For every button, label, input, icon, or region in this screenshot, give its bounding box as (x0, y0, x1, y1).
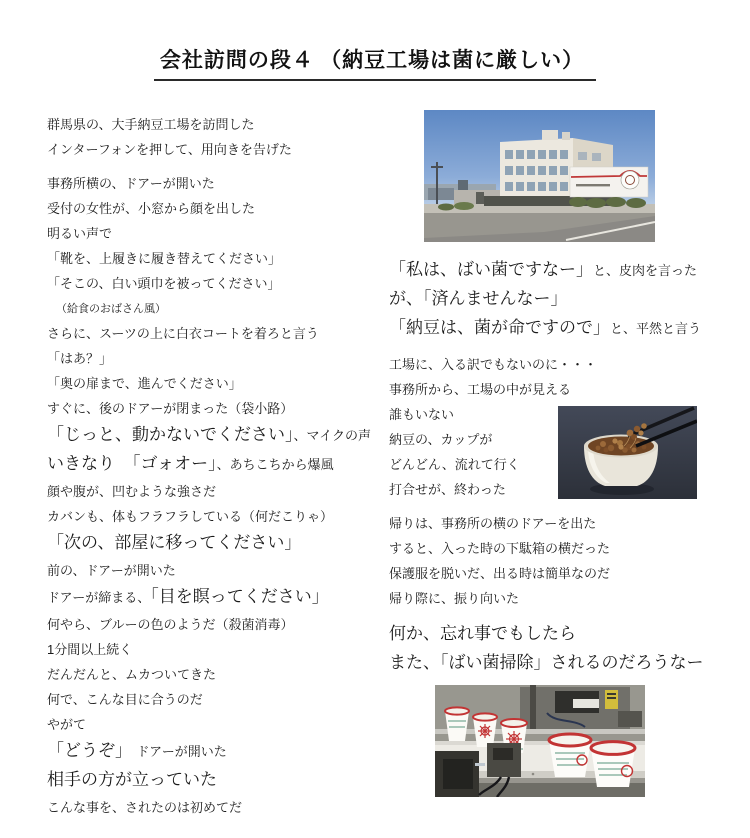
natto-bowl-photo (558, 406, 697, 499)
story-line (47, 529, 407, 558)
story-line (47, 321, 407, 346)
text-segment: ドアーが開いた (123, 744, 227, 759)
text-segment: と、皮肉を言った (593, 263, 698, 278)
text-segment: 事務所横の、ドアーが開いた (47, 176, 215, 191)
story-line (47, 504, 407, 529)
text-segment: インターフォンを押して、用向きを告げた (47, 142, 292, 157)
text-segment: 「私は、ばい菌ですなー」 (389, 260, 593, 279)
story-line (47, 737, 407, 766)
story-line (47, 346, 407, 371)
paragraph (389, 256, 750, 343)
story-line (47, 558, 407, 583)
story-line (389, 536, 750, 561)
text-segment: 帰り際に、振り向いた (389, 591, 520, 606)
text-segment: カバンも、体もフラフラしている（何だこりゃ） (47, 509, 334, 524)
story-line (389, 352, 750, 377)
text-segment: 「はあ？」 (47, 351, 113, 366)
story-line (47, 171, 407, 196)
text-segment: 「目を瞑ってください」 (150, 587, 329, 606)
story-line (47, 766, 407, 795)
text-segment: いきなり 「ゴォオー」 (47, 454, 217, 473)
story-line (47, 371, 407, 396)
story-line (47, 296, 407, 321)
story-line (47, 662, 407, 687)
story-line (47, 712, 407, 737)
text-segment: 「そこの、白い頭巾を被ってください」 (47, 276, 281, 291)
story-line (47, 221, 407, 246)
story-line (47, 583, 407, 612)
text-segment: すると、入った時の下駄箱の横だった (389, 541, 611, 556)
text-segment: 相手の方が立っていた (47, 770, 217, 789)
text-segment: 保護服を脱いだ、出る時は簡単なのだ (389, 566, 611, 581)
story-line (389, 256, 750, 285)
story-line (389, 314, 750, 343)
text-segment: 群馬県の、大手納豆工場を訪問した (47, 117, 255, 132)
text-segment: こんな事を、されたのは初めてだ (47, 800, 243, 815)
story-line (389, 285, 750, 314)
text-segment: 誰もいない (389, 407, 455, 422)
natto-bowl-illustration (558, 406, 697, 499)
story-line (47, 795, 407, 820)
story-line (47, 271, 407, 296)
story-line (389, 620, 750, 649)
text-segment: さらに、スーツの上に白衣コートを着ろと言う (47, 326, 319, 341)
story-line (47, 246, 407, 271)
page-title-wrap (0, 44, 750, 81)
text-segment: 「次の、部屋に移ってください」 (47, 533, 302, 552)
text-segment: 、マイクの声 (293, 428, 371, 443)
text-segment: 打合せが、終わった (389, 482, 506, 497)
factory-building-illustration (424, 110, 655, 242)
text-segment: すぐに、後のドアーが閉まった（袋小路） (47, 401, 294, 416)
story-line (47, 687, 407, 712)
text-segment: 事務所から、工場の中が見える (389, 382, 572, 397)
production-line-photo (435, 685, 645, 797)
text-segment: やがて (47, 717, 87, 732)
production-line-illustration (435, 685, 645, 797)
text-segment: （給食のおばさん風） (56, 303, 166, 315)
text-segment: 何か、忘れ事でもしたら (389, 624, 576, 643)
paragraph (389, 620, 750, 678)
text-segment: 何で、こんな目に合うのだ (47, 692, 203, 707)
text-segment: と、平然と言う (610, 321, 702, 336)
text-segment: 顔や腹が、凹むような強さだ (47, 484, 217, 499)
factory-building-photo (424, 110, 655, 242)
story-line (389, 649, 750, 678)
text-segment: どんどん、流れて行く (389, 457, 520, 472)
story-line (47, 421, 407, 450)
text-segment: 「靴を、上履きに履き替えてください」 (47, 251, 282, 266)
story-left-column (47, 112, 407, 820)
text-segment: だんだんと、ムカついてきた (47, 667, 217, 682)
text-segment: 「じっと、動かないでください」 (47, 425, 294, 444)
story-line (47, 396, 407, 421)
text-segment: 帰りは、事務所の横のドアーを出た (389, 516, 597, 531)
paragraph (47, 171, 407, 820)
story-line (47, 479, 407, 504)
story-line (389, 511, 750, 536)
text-segment: 1分間以上続く (47, 642, 133, 657)
text-segment: 「納豆は、菌が命ですので」 (389, 318, 610, 337)
story-line (47, 112, 407, 137)
story-line (389, 377, 750, 402)
text-segment: 、あちこちから爆風 (216, 457, 334, 472)
story-line (389, 586, 750, 611)
text-segment: 納豆の、カップが (389, 432, 493, 447)
text-segment: 前の、ドアーが開いた (47, 563, 176, 578)
paragraph (389, 511, 750, 611)
page-title: 会社訪問の段４ （納豆工場は菌に厳しい） (154, 44, 596, 81)
story-line (47, 612, 407, 637)
story-line (47, 450, 407, 479)
text-segment: 工場に、入る訳でもないのに・・・ (389, 357, 598, 372)
story-line (389, 561, 750, 586)
story-line (47, 196, 407, 221)
text-segment: 受付の女性が、小窓から顔を出した (47, 201, 256, 216)
text-segment: 明るい声で (47, 226, 113, 241)
text-segment: 何やら、ブルーの色のようだ（殺菌消毒） (47, 617, 294, 632)
text-segment: 「どうぞ」 (47, 741, 124, 760)
text-segment: 「奥の扉まで、進んでください」 (47, 376, 242, 391)
text-segment: また、「ばい菌掃除」されるのだろうなー (389, 653, 704, 672)
paragraph (47, 112, 407, 162)
text-segment: ドアーが締まる、 (47, 590, 151, 605)
text-segment: が、「済んませんなー」 (389, 289, 568, 308)
story-line (47, 637, 407, 662)
story-line (47, 137, 407, 162)
